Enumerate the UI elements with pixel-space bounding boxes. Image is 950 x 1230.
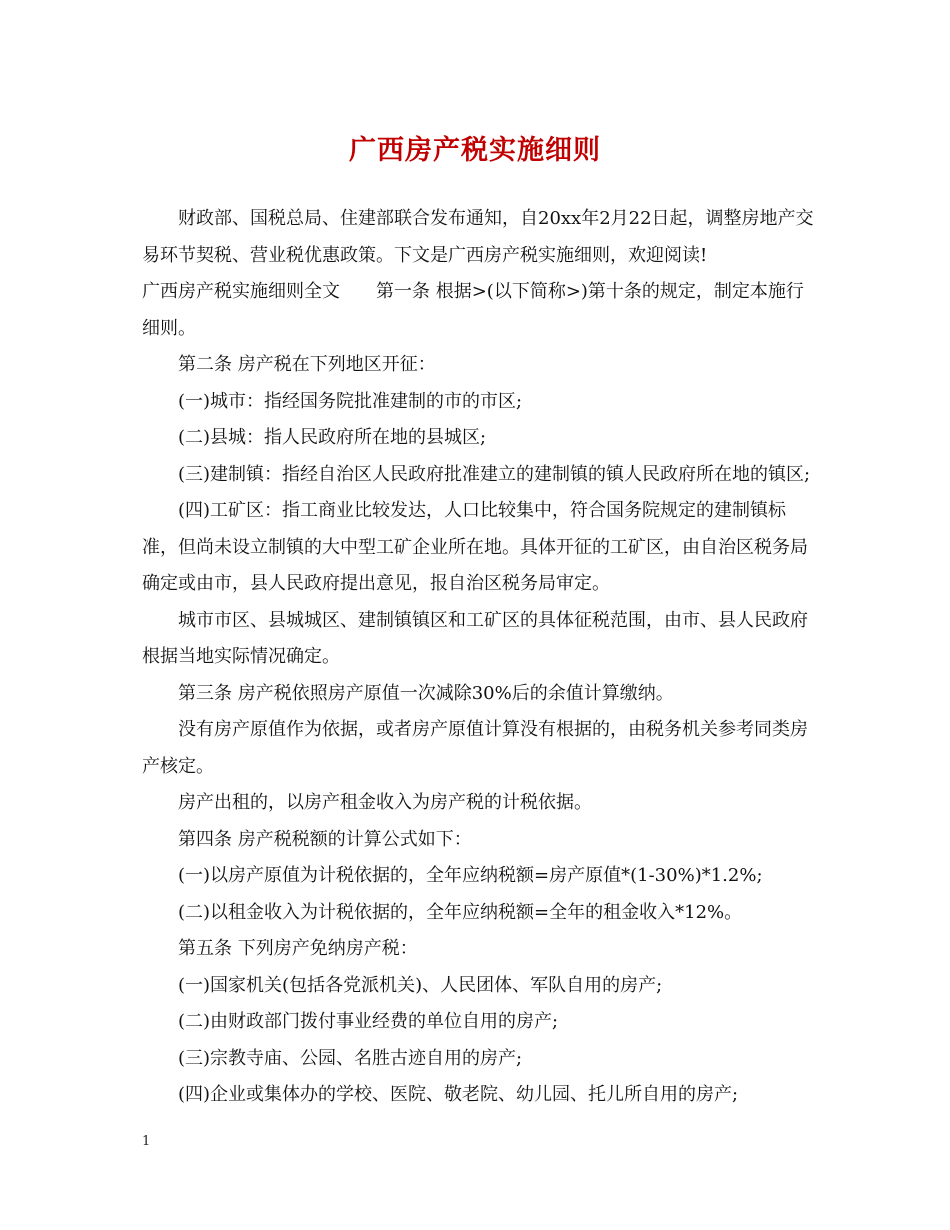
- paragraph-article-5: 第五条 下列房产免纳房产税：: [178, 938, 418, 959]
- paragraph-article-2: 第二条 房产税在下列地区开征：: [178, 354, 436, 375]
- paragraph-formula-rent: (二)以租金收入为计税依据的，全年应纳税额=全年的租金收入*12%。: [178, 901, 743, 923]
- paragraph-exempt-4: (四)企业或集体办的学校、医院、敬老院、幼儿园、托儿所自用的房产;: [178, 1084, 739, 1105]
- paragraph-item-county: (二)县城：指人民政府所在地的县城区;: [178, 427, 487, 448]
- paragraph-formula-original: (一)以房产原值为计税依据的，全年应纳税额=房产原值*(1-30%)*1.2%;: [178, 865, 763, 886]
- paragraph-exempt-2: (二)由财政部门拨付事业经费的单位自用的房产;: [178, 1011, 559, 1032]
- paragraph-article-3: 第三条 房产税依照房产原值一次减除30%后的余值计算缴纳。: [178, 682, 674, 704]
- paragraph-intro: 财政部、国税总局、住建部联合发布通知，自20xx年2月22日起，调整房地产交易环节契税、营业税优惠政策。下文是广西房产税实施细则，欢迎阅读!: [142, 208, 814, 266]
- paragraph-rental: 房产出租的，以房产租金收入为房产税的计税依据。: [178, 792, 592, 813]
- paragraph-article-4: 第四条 房产税税额的计算公式如下：: [178, 828, 472, 850]
- paragraph-exempt-1: (一)国家机关(包括各党派机关)、人民团体、军队自用的房产;: [178, 974, 663, 996]
- paragraph-scope: 城市市区、县城城区、建制镇镇区和工矿区的具体征税范围，由市、县人民政府根据当地实际情况确定。: [142, 609, 808, 667]
- page-number: 1: [142, 1134, 151, 1149]
- document-body: [142, 201, 814, 1114]
- paragraph-item-city: (一)城市：指经国务院批准建制的市的市区;: [178, 390, 523, 412]
- paragraph-exempt-3: (三)宗教寺庙、公园、名胜古迹自用的房产;: [178, 1047, 523, 1069]
- paragraph-article-1: 广西房产税实施细则全文 第一条 根据>(以下简称>)第十条的规定，制定本施行细则。: [142, 281, 804, 339]
- paragraph-item-town: (三)建制镇：指经自治区人民政府批准建立的建制镇的镇人民政府所在地的镇区;: [178, 463, 811, 485]
- document-title: 广西房产税实施细则: [349, 135, 601, 166]
- paragraph-no-original-value: 没有房产原值作为依据，或者房产原值计算没有根据的，由税务机关参考同类房产核定。: [142, 719, 808, 777]
- paragraph-item-mining: (四)工矿区：指工商业比较发达，人口比较集中，符合国务院规定的建制镇标准，但尚未设立制镇的大中型工矿企业所在地。具体开征的工矿区，由自治区税务局确定或由市，县人民政府提出意见，报自治区税务局审定。: [142, 500, 808, 594]
